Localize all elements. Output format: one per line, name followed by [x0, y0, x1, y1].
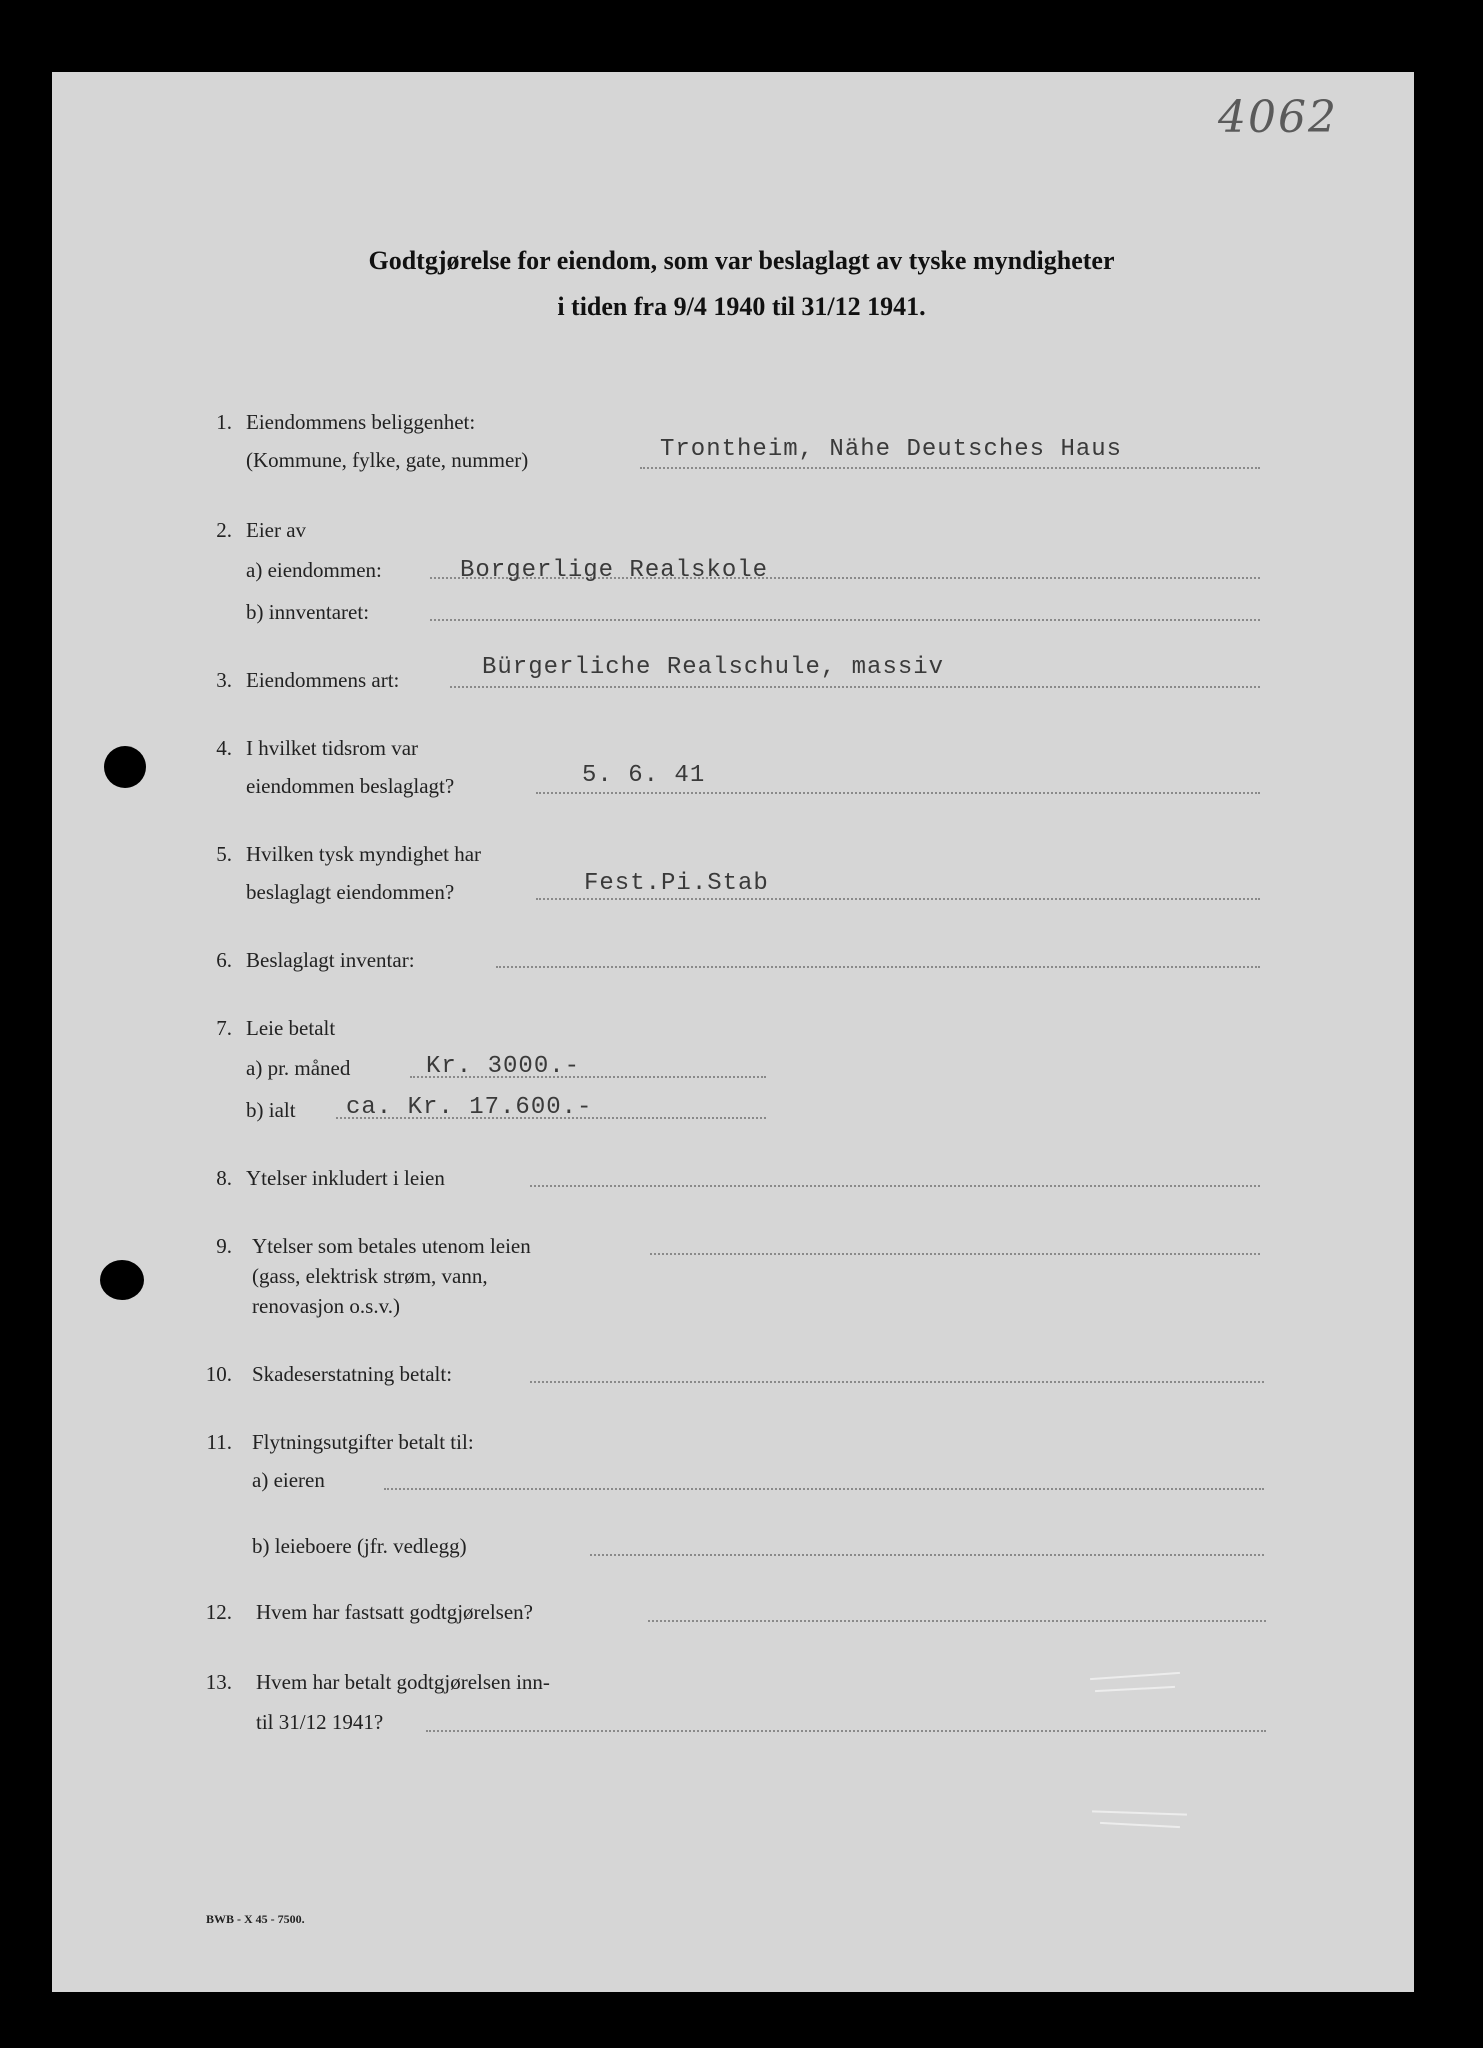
item-4-sublabel: eiendommen beslaglagt? — [246, 774, 455, 798]
punch-hole-top — [104, 746, 146, 788]
item-9-sublabel-2: renovasjon o.s.v.) — [252, 1294, 400, 1318]
item-5-answer: Fest.Pi.Stab — [584, 870, 769, 897]
item-7a-answer: Kr. 3000.- — [426, 1053, 581, 1080]
item-6-number: 6. — [216, 948, 232, 972]
item-11b-answer-line — [590, 1554, 1264, 1556]
item-1-label: Eiendommens beliggenhet: — [246, 410, 476, 434]
item-3-answer: Bürgerliche Realschule, massiv — [482, 654, 945, 681]
item-11a-label: a) eieren — [252, 1468, 325, 1492]
item-9-answer-line — [650, 1253, 1260, 1255]
item-5-sublabel: beslaglagt eiendommen? — [246, 880, 455, 904]
item-3-label: Eiendommens art: — [246, 668, 400, 692]
item-1-number: 1. — [216, 410, 232, 434]
item-9-sublabel-1: (gass, elektrisk strøm, vann, — [252, 1264, 488, 1288]
item-2-number: 2. — [216, 518, 232, 542]
item-12-number: 12. — [205, 1600, 232, 1624]
item-4-label: I hvilket tidsrom var — [246, 736, 419, 760]
item-4-answer-line — [536, 792, 1260, 794]
item-2-label: Eier av — [246, 518, 307, 542]
item-7a-label: a) pr. måned — [246, 1056, 351, 1080]
item-2a-answer: Borgerlige Realskole — [460, 557, 769, 584]
item-10-number: 10. — [205, 1362, 232, 1386]
item-5-answer-line — [536, 898, 1260, 900]
item-2b-label: b) innventaret: — [246, 600, 370, 624]
item-3-answer-line — [450, 686, 1260, 688]
item-7b-label: b) ialt — [246, 1098, 296, 1122]
item-13-number: 13. — [205, 1670, 232, 1694]
item-12-label: Hvem har fastsatt godtgjørelsen? — [256, 1600, 533, 1624]
item-2b-answer-line — [430, 619, 1260, 621]
item-4-answer: 5. 6. 41 — [582, 762, 706, 789]
item-13-label: Hvem har betalt godtgjørelsen inn- — [256, 1670, 550, 1694]
handwritten-archive-number: 4062 — [1218, 92, 1338, 143]
item-8-number: 8. — [216, 1166, 232, 1190]
punch-hole-bottom — [100, 1260, 144, 1300]
item-11a-answer-line — [384, 1488, 1264, 1490]
item-12-answer-line — [648, 1620, 1266, 1622]
item-11b-label: b) leieboere (jfr. vedlegg) — [252, 1534, 467, 1558]
item-10-answer-line — [530, 1381, 1264, 1383]
item-6-label: Beslaglagt inventar: — [246, 948, 415, 972]
item-3-number: 3. — [216, 668, 232, 692]
item-7-number: 7. — [216, 1016, 232, 1040]
item-11-label: Flytningsutgifter betalt til: — [252, 1430, 474, 1454]
item-1-answer-line — [640, 467, 1260, 469]
item-2a-label: a) eiendommen: — [246, 558, 382, 582]
item-9-number: 9. — [216, 1234, 232, 1258]
item-8-label: Ytelser inkludert i leien — [246, 1166, 445, 1190]
form-title-line-2: i tiden fra 9/4 1940 til 31/12 1941. — [557, 292, 926, 321]
form-title-line-1: Godtgjørelse for eiendom, som var beslaglagt av tyske myndigheter — [368, 246, 1115, 275]
item-9-label: Ytelser som betales utenom leien — [252, 1234, 531, 1258]
item-6-answer-line — [496, 966, 1260, 968]
item-5-label: Hvilken tysk myndighet har — [246, 842, 482, 866]
print-code-footer: BWB - X 45 - 7500. — [206, 1912, 305, 1926]
item-7-label: Leie betalt — [246, 1016, 336, 1040]
item-8-answer-line — [530, 1185, 1260, 1187]
item-4-number: 4. — [216, 736, 232, 760]
item-1-answer: Trontheim, Nähe Deutsches Haus — [660, 436, 1123, 463]
item-13-sublabel: til 31/12 1941? — [256, 1710, 384, 1734]
item-5-number: 5. — [216, 842, 232, 866]
item-11-number: 11. — [206, 1430, 232, 1454]
item-13-answer-line — [426, 1730, 1266, 1732]
item-7b-answer: ca. Kr. 17.600.- — [346, 1094, 593, 1121]
item-10-label: Skadeserstatning betalt: — [252, 1362, 453, 1386]
item-1-sublabel: (Kommune, fylke, gate, nummer) — [246, 448, 529, 472]
